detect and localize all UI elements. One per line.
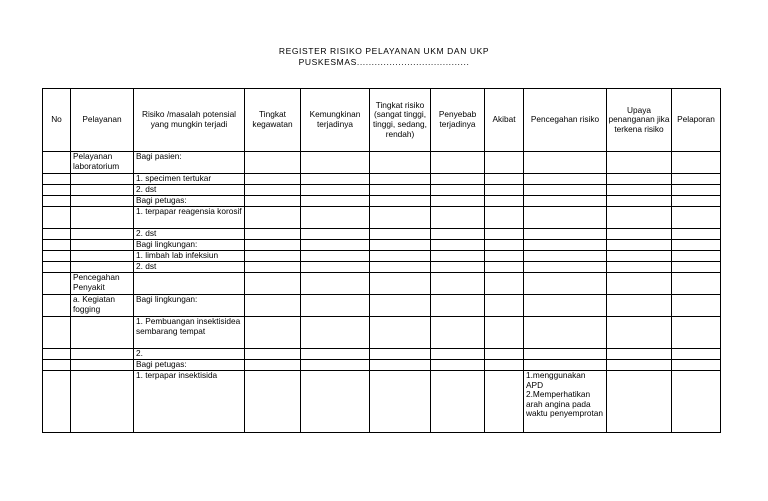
cell-tingkat-kegawatan bbox=[245, 371, 301, 433]
cell-pelaporan bbox=[672, 317, 721, 349]
cell-penyebab bbox=[431, 317, 485, 349]
cell-pencegahan bbox=[524, 174, 607, 185]
cell-pelayanan bbox=[71, 207, 134, 229]
cell-upaya bbox=[607, 317, 672, 349]
cell-akibat bbox=[485, 229, 524, 240]
cell-tingkat-risiko bbox=[370, 273, 431, 295]
header-penyebab: Penyebab terjadinya bbox=[431, 89, 485, 152]
cell-upaya bbox=[607, 360, 672, 371]
table-row bbox=[43, 371, 721, 433]
cell-akibat bbox=[485, 251, 524, 262]
cell-pencegahan: 1.menggunakan APD 2.Memperhatikan arah angina pada waktu penyemprotan bbox=[524, 371, 607, 433]
cell-tingkat-risiko bbox=[370, 229, 431, 240]
cell-pelayanan: Pelayanan laboratorium bbox=[71, 152, 134, 174]
cell-pelayanan bbox=[71, 317, 134, 349]
cell-upaya bbox=[607, 152, 672, 174]
header-tingkat-risiko: Tingkat risiko (sangat tinggi, tinggi, sedang, rendah) bbox=[370, 89, 431, 152]
cell-no bbox=[43, 371, 71, 433]
cell-pelayanan bbox=[71, 185, 134, 196]
cell-pelayanan bbox=[71, 229, 134, 240]
cell-risiko: 1. Pembuangan insektisidea sembarang tempat bbox=[134, 317, 245, 349]
cell-risiko: Bagi petugas: bbox=[134, 196, 245, 207]
cell-risiko: 2. bbox=[134, 349, 245, 360]
cell-kemungkinan bbox=[301, 196, 370, 207]
cell-pelaporan bbox=[672, 295, 721, 317]
cell-pencegahan bbox=[524, 295, 607, 317]
table-row bbox=[43, 349, 721, 360]
cell-tingkat-risiko bbox=[370, 152, 431, 174]
cell-akibat bbox=[485, 196, 524, 207]
cell-tingkat-kegawatan bbox=[245, 251, 301, 262]
cell-no bbox=[43, 317, 71, 349]
cell-kemungkinan bbox=[301, 349, 370, 360]
cell-penyebab bbox=[431, 262, 485, 273]
cell-penyebab bbox=[431, 185, 485, 196]
cell-tingkat-risiko bbox=[370, 295, 431, 317]
table-row bbox=[43, 262, 721, 273]
cell-akibat bbox=[485, 240, 524, 251]
cell-upaya bbox=[607, 207, 672, 229]
cell-kemungkinan bbox=[301, 174, 370, 185]
cell-risiko: 2. dst bbox=[134, 229, 245, 240]
cell-upaya bbox=[607, 262, 672, 273]
cell-risiko bbox=[134, 273, 245, 295]
cell-upaya bbox=[607, 229, 672, 240]
cell-kemungkinan bbox=[301, 152, 370, 174]
cell-no bbox=[43, 196, 71, 207]
cell-akibat bbox=[485, 152, 524, 174]
header-akibat: Akibat bbox=[485, 89, 524, 152]
cell-pelaporan bbox=[672, 174, 721, 185]
cell-no bbox=[43, 152, 71, 174]
cell-pelaporan bbox=[672, 349, 721, 360]
cell-pelaporan bbox=[672, 371, 721, 433]
cell-upaya bbox=[607, 174, 672, 185]
cell-risiko: Bagi petugas: bbox=[134, 360, 245, 371]
table-row bbox=[43, 273, 721, 295]
cell-tingkat-kegawatan bbox=[245, 317, 301, 349]
cell-pelayanan bbox=[71, 371, 134, 433]
cell-upaya bbox=[607, 185, 672, 196]
cell-risiko: 1. specimen tertukar bbox=[134, 174, 245, 185]
register-body bbox=[43, 152, 721, 433]
cell-upaya bbox=[607, 371, 672, 433]
cell-pencegahan bbox=[524, 273, 607, 295]
cell-akibat bbox=[485, 317, 524, 349]
cell-penyebab bbox=[431, 229, 485, 240]
risk-register-table bbox=[42, 88, 721, 433]
cell-risiko: 2. dst bbox=[134, 185, 245, 196]
cell-kemungkinan bbox=[301, 251, 370, 262]
cell-akibat bbox=[485, 174, 524, 185]
cell-pelayanan bbox=[71, 174, 134, 185]
header-pencegahan: Pencegahan risiko bbox=[524, 89, 607, 152]
cell-pencegahan bbox=[524, 152, 607, 174]
cell-risiko: 1. terpapar reagensia korosif bbox=[134, 207, 245, 229]
cell-tingkat-risiko bbox=[370, 185, 431, 196]
table-row bbox=[43, 251, 721, 262]
cell-penyebab bbox=[431, 295, 485, 317]
cell-tingkat-kegawatan bbox=[245, 174, 301, 185]
cell-penyebab bbox=[431, 152, 485, 174]
cell-pencegahan bbox=[524, 251, 607, 262]
header-upaya: Upaya penanganan jika terkena risiko bbox=[607, 89, 672, 152]
cell-pelayanan bbox=[71, 240, 134, 251]
cell-pelaporan bbox=[672, 240, 721, 251]
cell-pencegahan bbox=[524, 196, 607, 207]
cell-risiko: 2. dst bbox=[134, 262, 245, 273]
cell-upaya bbox=[607, 196, 672, 207]
cell-pelaporan bbox=[672, 196, 721, 207]
cell-no bbox=[43, 251, 71, 262]
cell-pelayanan bbox=[71, 360, 134, 371]
cell-tingkat-kegawatan bbox=[245, 262, 301, 273]
cell-akibat bbox=[485, 185, 524, 196]
header-kemungkinan: Kemungkinan terjadinya bbox=[301, 89, 370, 152]
cell-akibat bbox=[485, 360, 524, 371]
cell-tingkat-kegawatan bbox=[245, 229, 301, 240]
cell-no bbox=[43, 360, 71, 371]
cell-pencegahan bbox=[524, 229, 607, 240]
cell-pelayanan bbox=[71, 262, 134, 273]
cell-tingkat-kegawatan bbox=[245, 152, 301, 174]
cell-tingkat-risiko bbox=[370, 240, 431, 251]
cell-risiko: Bagi lingkungan: bbox=[134, 295, 245, 317]
cell-pencegahan bbox=[524, 317, 607, 349]
cell-tingkat-risiko bbox=[370, 251, 431, 262]
cell-tingkat-risiko bbox=[370, 371, 431, 433]
cell-pelaporan bbox=[672, 229, 721, 240]
cell-tingkat-kegawatan bbox=[245, 349, 301, 360]
cell-no bbox=[43, 273, 71, 295]
table-row bbox=[43, 185, 721, 196]
cell-upaya bbox=[607, 295, 672, 317]
table-row bbox=[43, 196, 721, 207]
cell-no bbox=[43, 240, 71, 251]
table-row bbox=[43, 295, 721, 317]
table-row bbox=[43, 317, 721, 349]
cell-tingkat-risiko bbox=[370, 207, 431, 229]
cell-risiko: Bagi pasien: bbox=[134, 152, 245, 174]
cell-no bbox=[43, 229, 71, 240]
cell-akibat bbox=[485, 262, 524, 273]
cell-tingkat-kegawatan bbox=[245, 360, 301, 371]
cell-tingkat-risiko bbox=[370, 317, 431, 349]
puskesmas-line: PUSKESMAS...................................... bbox=[298, 57, 470, 67]
cell-pencegahan bbox=[524, 262, 607, 273]
cell-risiko: 1. terpapar insektisida bbox=[134, 371, 245, 433]
cell-tingkat-kegawatan bbox=[245, 240, 301, 251]
header-row bbox=[43, 89, 721, 152]
cell-penyebab bbox=[431, 273, 485, 295]
cell-penyebab bbox=[431, 207, 485, 229]
cell-no bbox=[43, 295, 71, 317]
cell-pelayanan bbox=[71, 196, 134, 207]
cell-akibat bbox=[485, 371, 524, 433]
cell-pencegahan bbox=[524, 240, 607, 251]
cell-tingkat-risiko bbox=[370, 174, 431, 185]
cell-pelaporan bbox=[672, 185, 721, 196]
cell-tingkat-risiko bbox=[370, 262, 431, 273]
cell-pencegahan bbox=[524, 360, 607, 371]
table-row bbox=[43, 240, 721, 251]
cell-kemungkinan bbox=[301, 295, 370, 317]
cell-upaya bbox=[607, 240, 672, 251]
cell-pelaporan bbox=[672, 251, 721, 262]
cell-penyebab bbox=[431, 360, 485, 371]
cell-pelaporan bbox=[672, 262, 721, 273]
cell-no bbox=[43, 185, 71, 196]
header-no: No bbox=[43, 89, 71, 152]
table-row bbox=[43, 152, 721, 174]
cell-no bbox=[43, 174, 71, 185]
cell-kemungkinan bbox=[301, 371, 370, 433]
table-row bbox=[43, 229, 721, 240]
cell-pelaporan bbox=[672, 207, 721, 229]
cell-penyebab bbox=[431, 371, 485, 433]
cell-penyebab bbox=[431, 196, 485, 207]
cell-akibat bbox=[485, 349, 524, 360]
cell-penyebab bbox=[431, 174, 485, 185]
cell-akibat bbox=[485, 295, 524, 317]
cell-no bbox=[43, 349, 71, 360]
header-pelaporan: Pelaporan bbox=[672, 89, 721, 152]
cell-upaya bbox=[607, 349, 672, 360]
cell-tingkat-kegawatan bbox=[245, 207, 301, 229]
cell-pencegahan bbox=[524, 207, 607, 229]
table-row bbox=[43, 207, 721, 229]
header-risiko: Risiko /masalah potensial yang mungkin terjadi bbox=[134, 89, 245, 152]
cell-kemungkinan bbox=[301, 207, 370, 229]
cell-kemungkinan bbox=[301, 262, 370, 273]
cell-tingkat-risiko bbox=[370, 196, 431, 207]
cell-penyebab bbox=[431, 251, 485, 262]
cell-pencegahan bbox=[524, 185, 607, 196]
cell-kemungkinan bbox=[301, 317, 370, 349]
cell-kemungkinan bbox=[301, 240, 370, 251]
cell-tingkat-kegawatan bbox=[245, 196, 301, 207]
cell-risiko: Bagi lingkungan: bbox=[134, 240, 245, 251]
cell-pelaporan bbox=[672, 360, 721, 371]
cell-tingkat-kegawatan bbox=[245, 295, 301, 317]
cell-tingkat-risiko bbox=[370, 349, 431, 360]
cell-akibat bbox=[485, 207, 524, 229]
header-pelayanan: Pelayanan bbox=[71, 89, 134, 152]
cell-penyebab bbox=[431, 349, 485, 360]
cell-tingkat-risiko bbox=[370, 360, 431, 371]
cell-pelayanan bbox=[71, 251, 134, 262]
header-tingkat-kegawatan: Tingkat kegawatan bbox=[245, 89, 301, 152]
cell-kemungkinan bbox=[301, 360, 370, 371]
cell-kemungkinan bbox=[301, 185, 370, 196]
cell-pelayanan bbox=[71, 349, 134, 360]
document-title: REGISTER RISIKO PELAYANAN UKM DAN UKP bbox=[278, 46, 490, 56]
cell-pelayanan: a. Kegiatan fogging bbox=[71, 295, 134, 317]
cell-pelaporan bbox=[672, 273, 721, 295]
cell-upaya bbox=[607, 273, 672, 295]
cell-kemungkinan bbox=[301, 229, 370, 240]
cell-pelaporan bbox=[672, 152, 721, 174]
cell-no bbox=[43, 207, 71, 229]
table-row bbox=[43, 360, 721, 371]
cell-risiko: 1. limbah lab infeksiun bbox=[134, 251, 245, 262]
cell-upaya bbox=[607, 251, 672, 262]
cell-tingkat-kegawatan bbox=[245, 273, 301, 295]
cell-no bbox=[43, 262, 71, 273]
table-row bbox=[43, 174, 721, 185]
cell-tingkat-kegawatan bbox=[245, 185, 301, 196]
cell-pelayanan: Pencegahan Penyakit bbox=[71, 273, 134, 295]
cell-penyebab bbox=[431, 240, 485, 251]
cell-kemungkinan bbox=[301, 273, 370, 295]
cell-pencegahan bbox=[524, 349, 607, 360]
cell-akibat bbox=[485, 273, 524, 295]
